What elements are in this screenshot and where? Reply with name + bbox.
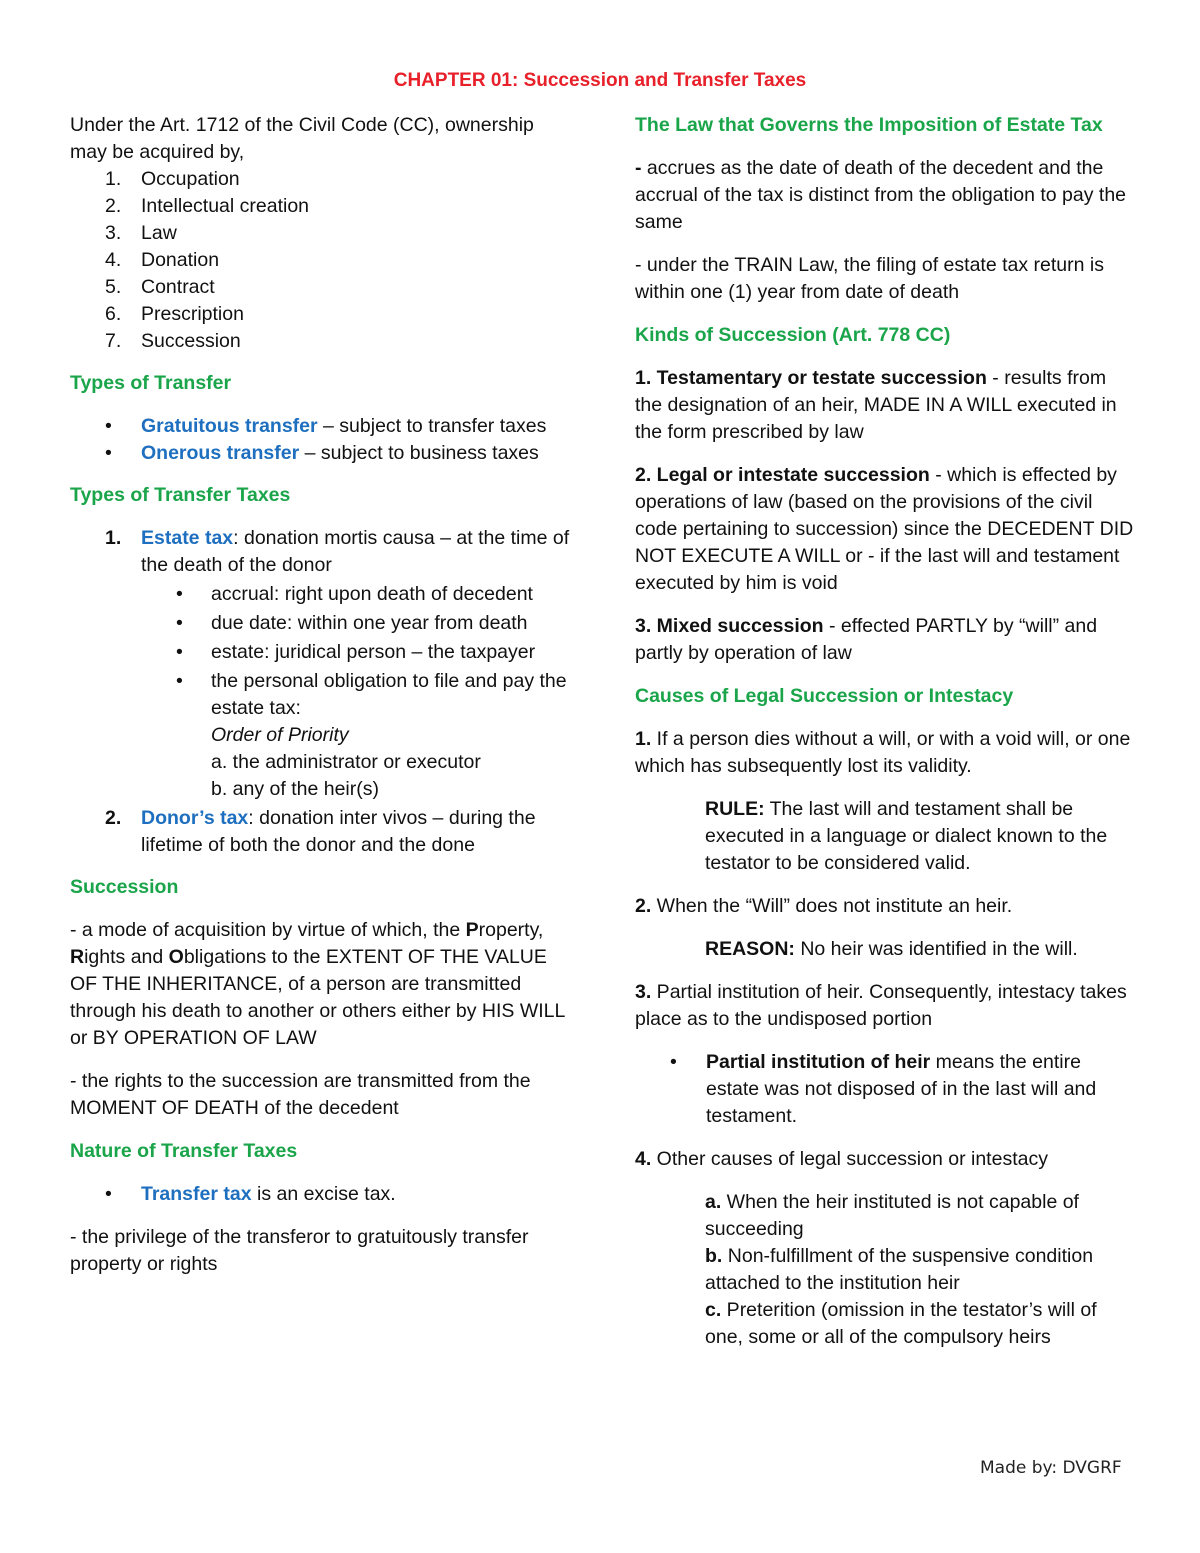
- list-item: 1. Occupation: [105, 168, 240, 190]
- bullet-icon: •: [105, 1183, 112, 1205]
- heading-succession: Succession: [70, 876, 179, 898]
- heading-causes-legal-succession: Causes of Legal Succession or Intestacy: [635, 685, 1014, 707]
- nature-text: - the privilege of the transferor to gratuitously transfer property or rights: [70, 1226, 529, 1275]
- bullet-icon: •: [176, 670, 183, 692]
- heading-types-of-transfer: Types of Transfer: [70, 372, 232, 394]
- list-item: 7. Succession: [105, 330, 241, 352]
- partial-institution-list: [635, 1049, 1135, 1130]
- footer-credit: Made by: DVGRF: [980, 1458, 1122, 1478]
- transfer-types-list: [70, 413, 570, 467]
- list-item: 5. Contract: [105, 276, 215, 298]
- transfer-taxes-list: [70, 525, 570, 859]
- priority-label: Order of Priority: [211, 724, 349, 746]
- list-item: 6. Prescription: [105, 303, 244, 325]
- list-item: b. Non-fulfillment of the suspensive condition attached to the institution heir: [705, 1245, 1094, 1294]
- left-column: [70, 112, 570, 1294]
- cause-3: 3. Partial institution of heir. Consequently, intestacy takes place as to the undisposed portion: [635, 981, 1127, 1030]
- list-item: • Gratuitous transfer – subject to transfer taxes: [70, 413, 570, 440]
- bullet-icon: •: [176, 583, 183, 605]
- succession-moment: - the rights to the succession are transmitted from the MOMENT OF DEATH of the decedent: [70, 1070, 531, 1119]
- heading-nature-of-transfer-taxes: Nature of Transfer Taxes: [70, 1140, 298, 1162]
- bullet-icon: •: [105, 442, 112, 464]
- kind-testate: 1. Testamentary or testate succession - results from the designation of an heir, MADE IN A WILL executed in the form prescribed by law: [635, 367, 1117, 443]
- heading-types-of-transfer-taxes: Types of Transfer Taxes: [70, 484, 291, 506]
- cause-1: 1. If a person dies without a will, or with a void will, or one which has subsequently lost its validity.: [635, 728, 1131, 777]
- list-item: • Onerous transfer – subject to business taxes: [70, 440, 570, 467]
- list-item: • Transfer tax is an excise tax.: [70, 1181, 570, 1208]
- list-item: 1. Estate tax: donation mortis causa – at the time of the death of the donor • accrual: right upon death of decedent • due date: within one year from death • estate: juridical person – the taxpayer • the personal obligation to file and pay the estate tax: Order of Priority a. the administrator or executor b. any of the heir(s): [70, 525, 570, 803]
- list-item: 3. Law: [105, 222, 177, 244]
- heading-law-governs: The Law that Governs the Imposition of Estate Tax: [635, 114, 1103, 136]
- list-item: • due date: within one year from death: [141, 610, 570, 637]
- list-item: • accrual: right upon death of decedent: [141, 581, 570, 608]
- list-item: c. Preterition (omission in the testator’s will of one, some or all of the compulsory heirs: [705, 1299, 1097, 1348]
- kind-mixed: 3. Mixed succession - effected PARTLY by “will” and partly by operation of law: [635, 615, 1098, 664]
- bullet-icon: •: [105, 415, 112, 437]
- other-causes-list: [635, 1189, 1135, 1351]
- list-item: • estate: juridical person – the taxpayer: [141, 639, 570, 666]
- acquisition-modes-list: [70, 166, 570, 355]
- page-title: CHAPTER 01: Succession and Transfer Taxes: [393, 70, 807, 91]
- law-text-1: - accrues as the date of death of the decedent and the accrual of the tax is distinct from the obligation to pay the same: [635, 157, 1127, 233]
- estate-tax-details: [141, 581, 570, 803]
- bullet-icon: •: [176, 641, 183, 663]
- cause-2: 2. When the “Will” does not institute an heir.: [635, 895, 1013, 917]
- list-item: 2. Donor’s tax: donation inter vivos – during the lifetime of both the donor and the done: [105, 807, 536, 856]
- reason-note: REASON: No heir was identified in the will.: [705, 938, 1078, 960]
- list-item: 4. Donation: [105, 249, 220, 271]
- kind-intestate: 2. Legal or intestate succession - which is effected by operations of law (based on the provisions of the civil code pertaining to succession) since the DECEDENT DID NOT EXECUTE A WILL or - if the last will and testament executed by him is void: [635, 464, 1134, 594]
- law-text-2: - under the TRAIN Law, the filing of estate tax return is within one (1) year from date of death: [635, 254, 1104, 303]
- right-column: [635, 112, 1135, 1351]
- bullet-icon: •: [670, 1051, 677, 1073]
- list-item: a. When the heir instituted is not capable of succeeding: [705, 1191, 1079, 1240]
- intro-text: Under the Art. 1712 of the Civil Code (CC), ownership may be acquired by,: [70, 114, 534, 163]
- list-item: • Partial institution of heir means the entire estate was not disposed of in the last will and testament.: [670, 1051, 1097, 1127]
- cause-4: 4. Other causes of legal succession or intestacy: [635, 1148, 1048, 1170]
- list-item: • the personal obligation to file and pay the estate tax: Order of Priority a. the administrator or executor b. any of the heir(s): [176, 670, 567, 800]
- succession-definition: - a mode of acquisition by virtue of which, the Property, Rights and Obligations to the EXTENT OF THE VALUE OF THE INHERITANCE, of a person are transmitted through his death to another or others either by HIS WILL or BY OPERATION OF LAW: [70, 919, 565, 1049]
- rule-note: RULE: The last will and testament shall be executed in a language or dialect known to the testator to be considered valid.: [705, 798, 1108, 874]
- bullet-icon: •: [176, 612, 183, 634]
- list-item: 2. Intellectual creation: [105, 195, 310, 217]
- nature-list: [70, 1181, 570, 1208]
- heading-kinds-of-succession: Kinds of Succession (Art. 778 CC): [635, 324, 951, 346]
